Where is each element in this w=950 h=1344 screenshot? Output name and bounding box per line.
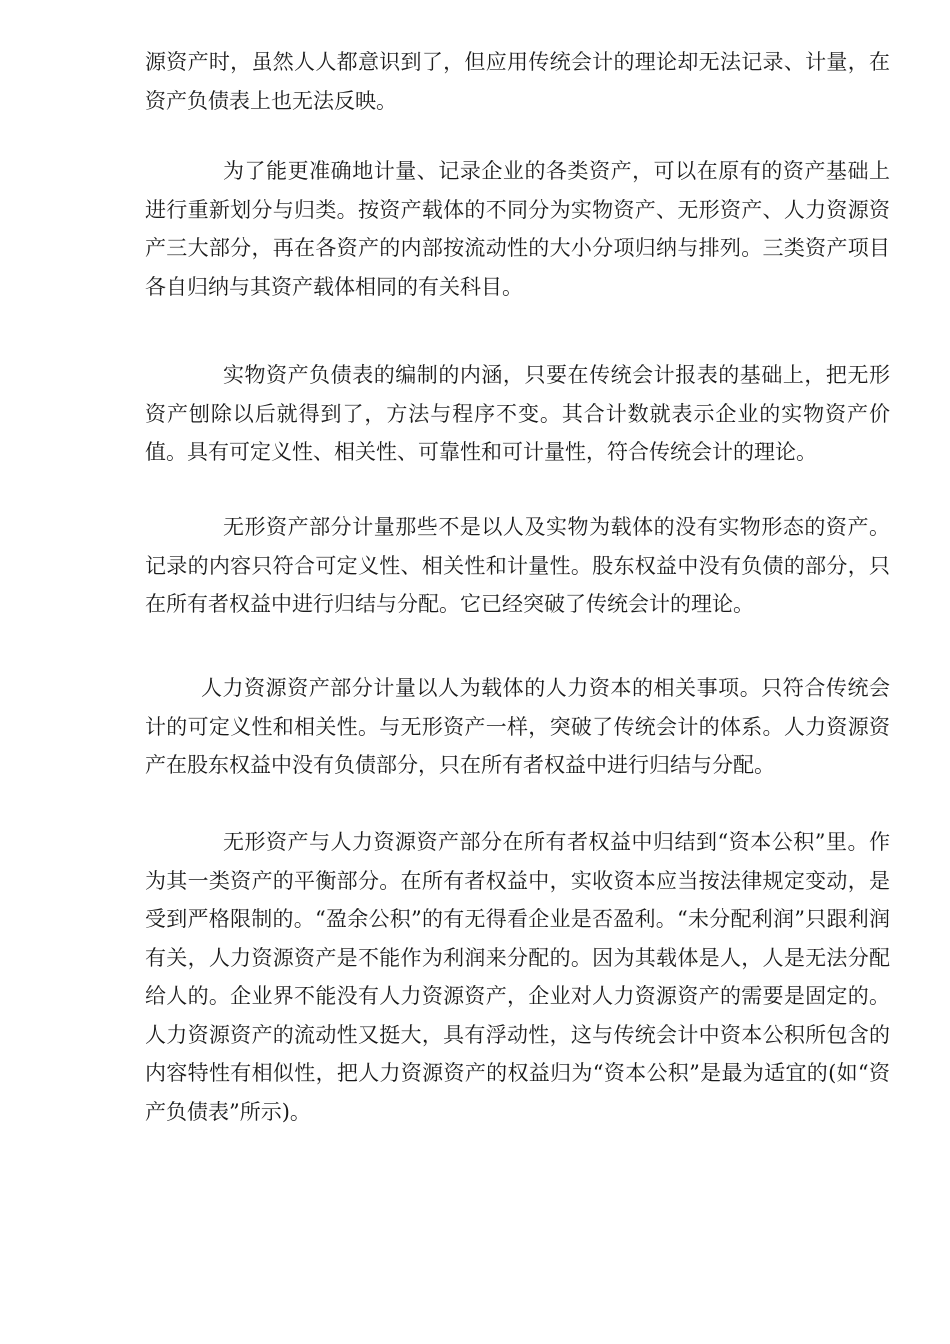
- paragraph-4: 无形资产部分计量那些不是以人及实物为载体的没有实物形态的资产。记录的内容只符合可定义性、相关性和计量性。股东权益中没有负债的部分，只在所有者权益中进行归结与分配。它已经突破了传统会计的理论。: [145, 515, 890, 616]
- paragraph-6: 无形资产与人力资源资产部分在所有者权益中归结到“资本公积”里。作为其一类资产的平衡部分。在所有者权益中，实收资本应当按法律规定变动，是受到严格限制的。“盈余公积”的有无得看企业是否盈利。“未分配利润”只跟利润有关，人力资源资产是不能作为利润来分配的。因为其载体是人，人是无法分配给人的。企业界不能没有人力资源资产，企业对人力资源资产的需要是固定的。人力资源资产的流动性又挺大，具有浮动性，这与传统会计中资本公积所包含的内容特性有相似性，把人力资源资产的权益归为“资本公积”是最为适宜的(如“资产负债表”所示)。: [145, 830, 890, 1124]
- paragraph-1: 源资产时，虽然人人都意识到了，但应用传统会计的理论却无法记录、计量，在资产负债表上也无法反映。: [145, 50, 890, 113]
- paragraph-3: 实物资产负债表的编制的内涵，只要在传统会计报表的基础上，把无形资产刨除以后就得到了，方法与程序不变。其合计数就表示企业的实物资产价值。具有可定义性、相关性、可靠性和可计量性，符合传统会计的理论。: [145, 363, 890, 464]
- paragraph-5: 人力资源资产部分计量以人为载体的人力资本的相关事项。只符合传统会计的可定义性和相关性。与无形资产一样，突破了传统会计的体系。人力资源资产在股东权益中没有负债部分，只在所有者权益中进行归结与分配。: [145, 676, 890, 777]
- paragraph-2: 为了能更准确地计量、记录企业的各类资产，可以在原有的资产基础上进行重新划分与归类。按资产载体的不同分为实物资产、无形资产、人力资源资产三大部分，再在各资产的内部按流动性的大小分项归纳与排列。三类资产项目各自归纳与其资产载体相同的有关科目。: [145, 159, 890, 299]
